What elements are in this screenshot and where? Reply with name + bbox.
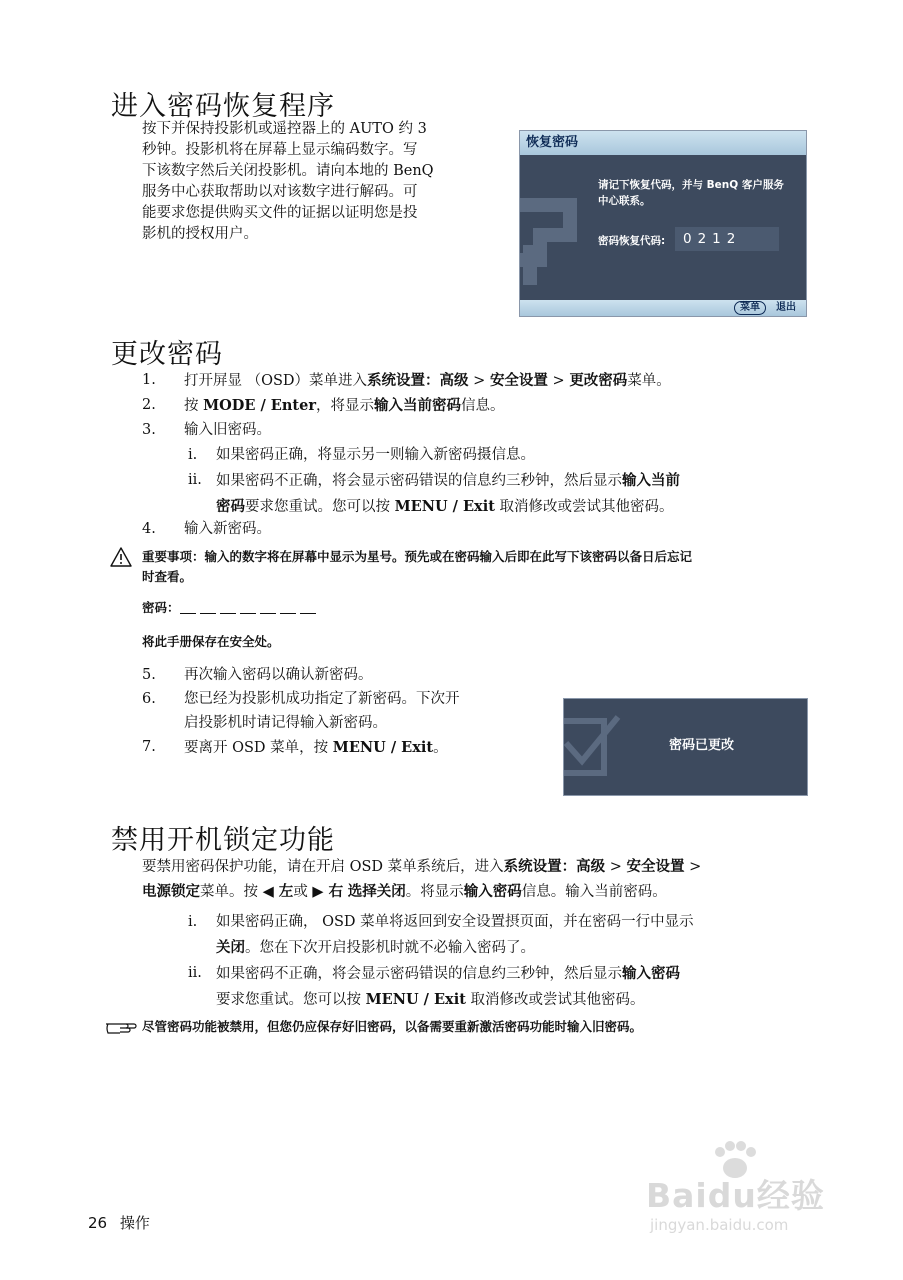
step-number: 2. [142,397,156,413]
bold-text: 输入密码 [463,883,522,900]
note-text: 尽管密码功能被禁用，但您仍应保存好旧密码，以备需要重新激活密码功能时输入旧密码。 [142,1019,643,1034]
bold-text: 安全设置 [626,858,685,875]
step-number: 4. [142,521,156,537]
warning-note [142,547,812,587]
disable-sub-i [188,912,808,959]
blank-slot [300,603,316,614]
step-number: 7. [142,739,156,755]
password-label: 密码： [142,600,180,615]
paragraph-line: 下该数字然后关闭投影机。请向本地的 BenQ [142,163,434,179]
text: 要离开 OSD 菜单，按 [184,740,333,756]
text: 按 [184,398,204,414]
blank-slot [260,603,276,614]
bold-text: 输入密码 [622,965,680,982]
pointing-hand-icon [104,1018,138,1036]
text: 。将显示 [405,884,464,900]
watermark-url: jingyan.baidu.com [650,1216,789,1234]
step-3-sub-ii [188,470,808,518]
page-footer [88,1212,150,1233]
step-1 [142,370,802,392]
text: 再次输入密码以确认新密码。 [184,667,373,683]
keep-safe-note: 将此手册保存在安全处。 [142,634,280,649]
bold-text: 安全设置 [489,372,548,389]
right-key: ▶ 右 [312,883,344,900]
paragraph-line: 能要求您提供购买文件的证据以证明您是投 [142,205,418,221]
password-write-line [142,598,320,618]
exit-label: 退出 [776,302,796,313]
paragraph-line: 按下并保持投影机或遥控器上的 AUTO 约 3 [142,121,427,137]
bold-text: MENU / Exit [394,498,495,515]
bold-text: 密码 [216,498,245,515]
text: 菜单。按 [200,884,263,900]
left-key: ◀ 左 [262,883,294,900]
sub-number: i. [188,447,198,463]
bold-text: 输入当前 [622,472,680,489]
text: 您已经为投影机成功指定了新密码。下次开 [184,691,460,707]
bold-text: 电源锁定 [142,883,200,900]
text: 如果密码不正确，将会显示密码错误的信息约三秒钟，然后显示 [216,473,622,489]
osd-changed-panel [563,698,808,796]
text: 菜单。 [627,373,671,389]
text: 输入新密码。 [184,521,271,537]
text: > [468,373,490,389]
text: 。您在下次开启投影机时就不必输入密码了。 [245,940,535,956]
blank-slot [240,603,256,614]
bold-text: 关闭 [216,939,245,956]
step-3 [142,420,802,441]
paragraph-line: 影机的授权用户。 [142,226,258,242]
text: 要求您重试。您可以按 [245,499,395,515]
osd-recovery-title: 恢复密码 [520,131,806,155]
text: 启投影机时请记得输入新密码。 [184,715,387,731]
disable-lock-paragraph [142,856,812,903]
bold-text: 系统设置：高级 [367,372,469,389]
baidu-watermark [640,1140,890,1240]
recovery-code-value: 0212 [675,227,779,251]
section-title-recovery: 进入密码恢复程序 [111,91,335,122]
blank-slot [220,603,236,614]
text: > [684,859,702,875]
osd-recovery-message [598,177,808,209]
footer-section-label: 操作 [119,1214,150,1232]
bold-text: MODE / Enter [203,397,316,414]
osd-message-line: 请记下恢复代码，并与 BenQ 客户服务 [598,179,784,191]
osd-message-line: 中心联系。 [598,195,651,207]
disable-sub-ii [188,963,808,1011]
section-title-change-password: 更改密码 [111,339,223,370]
step-3-sub-i [188,445,808,466]
osd-recovery-panel [519,130,807,317]
bold-text: 输入当前密码 [373,397,461,414]
watermark-logo: Baidu经验 [646,1176,825,1215]
text: 或 [293,884,313,900]
text: 信息。 [460,398,505,414]
step-number: 3. [142,422,156,438]
text: 取消修改或尝试其他密码。 [465,992,645,1008]
bold-text: 更改密码 [569,372,628,389]
sub-number: ii. [188,965,202,981]
text: 要求您重试。您可以按 [216,992,366,1008]
text: 。 [433,740,448,756]
step-2 [142,395,802,417]
recovery-paragraph [142,119,502,245]
text: 取消修改或尝试其他密码。 [494,499,674,515]
bold-text: MENU / Exit [332,739,434,756]
osd-footer-bar [520,300,806,316]
warning-line: 重要事项：输入的数字将在屏幕中显示为星号。预先或在密码输入后即在此写下该密码以备日后忘记 [142,549,693,564]
step-5 [142,665,542,686]
osd-changed-message: 密码已更改 [669,738,735,753]
blank-slot [280,603,296,614]
text: 信息。输入当前密码。 [521,884,667,900]
paragraph-line: 服务中心获取帮助以对该数字进行解码。可 [142,184,418,200]
step-6 [142,689,542,734]
blank-slot [200,603,216,614]
blank-slot [180,603,196,614]
text: 要禁用密码保护功能，请在开启 OSD 菜单系统后，进入 [142,859,504,875]
section-title-disable-lock: 禁用开机锁定功能 [111,825,335,856]
lock-icon [520,175,600,290]
text: 如果密码不正确，将会显示密码错误的信息约三秒钟，然后显示 [216,966,622,982]
text: 如果密码正确，将显示另一则输入新密码摄信息。 [216,447,535,463]
step-7 [142,737,542,759]
step-number: 5. [142,667,156,683]
bold-text: MENU / Exit [365,991,466,1008]
text: > [547,373,570,389]
warning-line: 时查看。 [142,569,193,584]
page-number: 26 [88,1214,108,1232]
sub-number: i. [188,914,198,930]
warning-icon [109,546,133,568]
text: 打开屏显 （OSD）菜单进入 [184,373,368,389]
text: ，将显示 [315,398,374,414]
text: 如果密码正确， OSD 菜单将返回到安全设置摂页面，并在密码一行中显示 [216,914,694,930]
paragraph-line: 秒钟。投影机将在屏幕上显示编码数字。写 [142,142,418,158]
sub-number: ii. [188,472,202,488]
bold-text: 选择关闭 [347,883,406,900]
bold-text: 系统设置：高级 [503,858,606,875]
step-number: 6. [142,691,156,707]
checkmark-icon [564,713,624,783]
step-4 [142,519,802,540]
text: > [605,859,627,875]
text: 输入旧密码。 [184,422,271,438]
recovery-code-label: 密码恢复代码: [598,235,666,247]
step-number: 1. [142,372,156,388]
menu-button[interactable]: 菜单 [734,301,766,315]
